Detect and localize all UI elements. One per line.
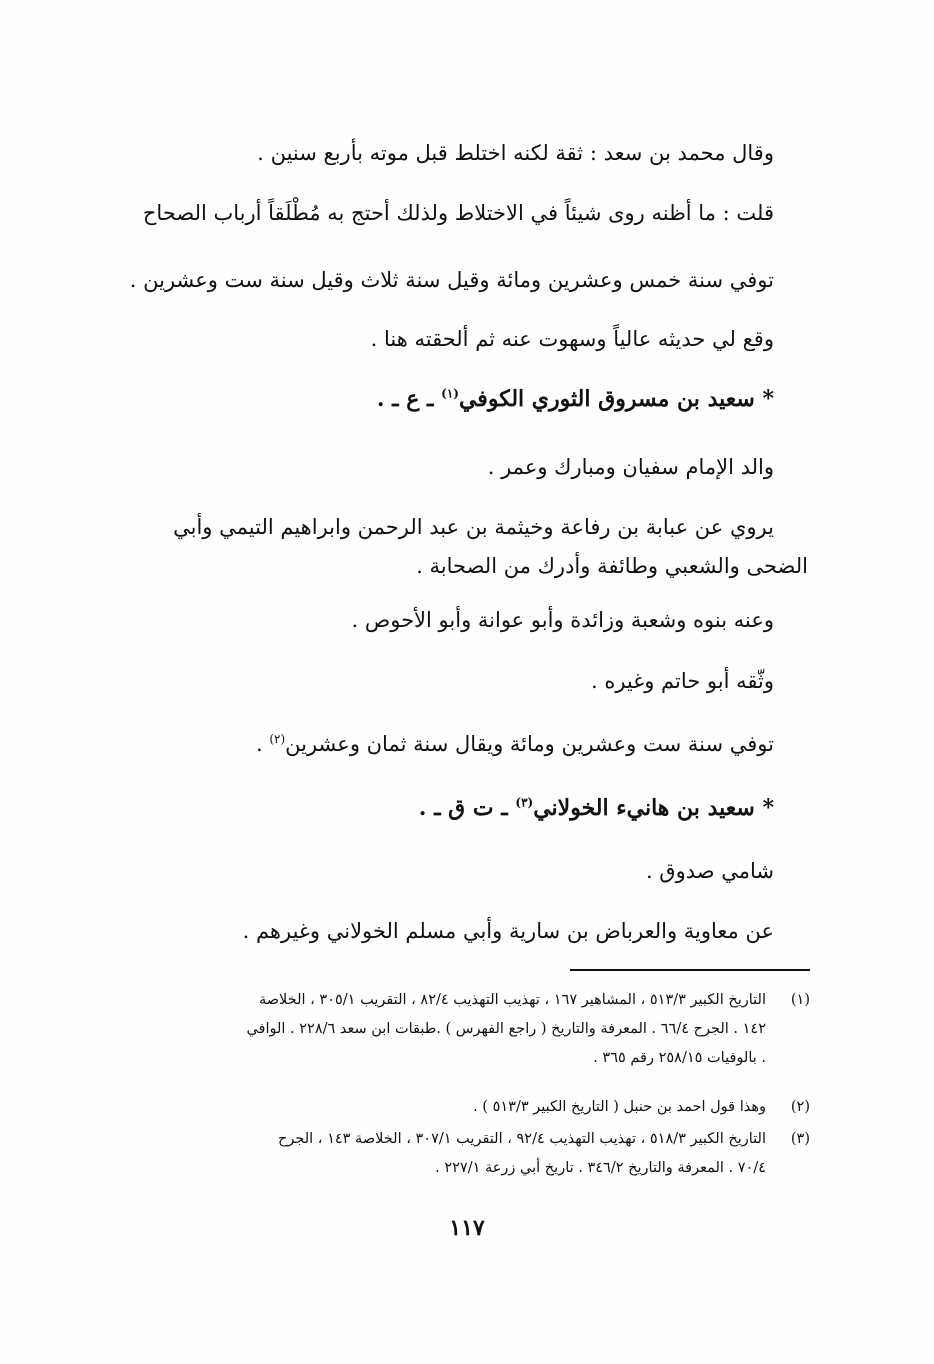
footnote-line: التاريخ الكبير ٥١٣/٣ ، المشاهير ١٦٧ ، تهذيب التهذيب ٨٢/٤ ، التقريب ٣٠٥/١ ، الخلاصة [258, 992, 766, 1008]
page-number: ١١٧ [449, 1215, 485, 1241]
text-line: وقع لي حديثه عالياً وسهوت عنه ثم ألحقته هنا . [370, 327, 774, 351]
text-line: شامي صدوق . [645, 859, 774, 883]
footnote-number: (٣) [790, 1131, 810, 1147]
entry-heading-saeed-ibn-masruq [377, 384, 774, 414]
text-line: وقال محمد بن سعد : ثقة لكنه اختلط قبل موته بأربع سنين . [257, 141, 774, 165]
footnote [140, 1125, 810, 1185]
footnote [140, 986, 810, 1076]
entry-star: * [762, 386, 774, 412]
footnote-number: (٢) [790, 1099, 810, 1115]
text-line: قلت : ما أظنه روى شيئاً في الاختلاط ولذلك أحتج به مُطْلَقاً أرباب الصحاح [142, 201, 774, 225]
text-line: عن معاوية والعرباض بن سارية وأبي مسلم الخولاني وغيرهم . [242, 919, 774, 943]
footnote-line: ١٤٢ . الجرح ٦٦/٤ . المعرفة والتاريخ ( راجع الفهرس ) .طبقات ابن سعد ٢٢٨/٦ . الوافي [246, 1021, 766, 1037]
footnote-ref: (٢) [269, 732, 286, 746]
entry-codes: ـ ت ق ـ . [418, 795, 508, 821]
text-line: وعنه بنوه وشعبة وزائدة وأبو عوانة وأبو الأحوص . [351, 608, 774, 632]
footnote-line: . بالوفيات ٢٥٨/١٥ رقم ٣٦٥ . [593, 1050, 766, 1066]
entry-name: سعيد بن هانيء الخولاني [533, 795, 755, 821]
entry-codes: ـ ع ـ . [376, 386, 434, 412]
footnote-ref: (٣) [515, 795, 534, 810]
text-line: توفي سنة خمس وعشرين ومائة وقيل سنة ثلاث وقيل سنة ست وعشرين . [129, 268, 774, 292]
footnote-number: (١) [790, 992, 810, 1008]
footnote-separator [570, 969, 810, 971]
entry-star: * [762, 795, 774, 821]
text-line: يروي عن عبابة بن رفاعة وخيثمة بن عبد الرحمن وابراهيم التيمي وأبي [173, 515, 774, 539]
footnote-line: وهذا قول احمد بن حنبل ( التاريخ الكبير ٥١٣/٣ ) . [473, 1099, 766, 1115]
text-line: والد الإمام سفيان ومبارك وعمر . [487, 455, 774, 479]
text-line [256, 729, 774, 759]
footnote-line: التاريخ الكبير ٥١٨/٣ ، تهذيب التهذيب ٩٢/٤ ، التقريب ٣٠٧/١ ، الخلاصة ١٤٣ ، الجرح [278, 1131, 766, 1147]
footnote [140, 1093, 810, 1123]
entry-heading-saeed-ibn-hani [419, 793, 774, 823]
text-line: الضحى والشعبي وطائفة وأدرك من الصحابة . [416, 554, 808, 578]
period: . [255, 732, 263, 756]
entry-name: سعيد بن مسروق الثوري الكوفي [458, 386, 755, 412]
death-date-text: توفي سنة ست وعشرين ومائة ويقال سنة ثمان وعشرين [285, 732, 774, 756]
text-line: وثّقه أبو حاتم وغيره . [590, 669, 774, 693]
footnote-ref: (١) [441, 386, 459, 401]
footnote-line: ٧٠/٤ . المعرفة والتاريخ ٣٤٦/٢ . تاريخ أبي زرعة ٢٢٧/١ . [435, 1160, 766, 1176]
